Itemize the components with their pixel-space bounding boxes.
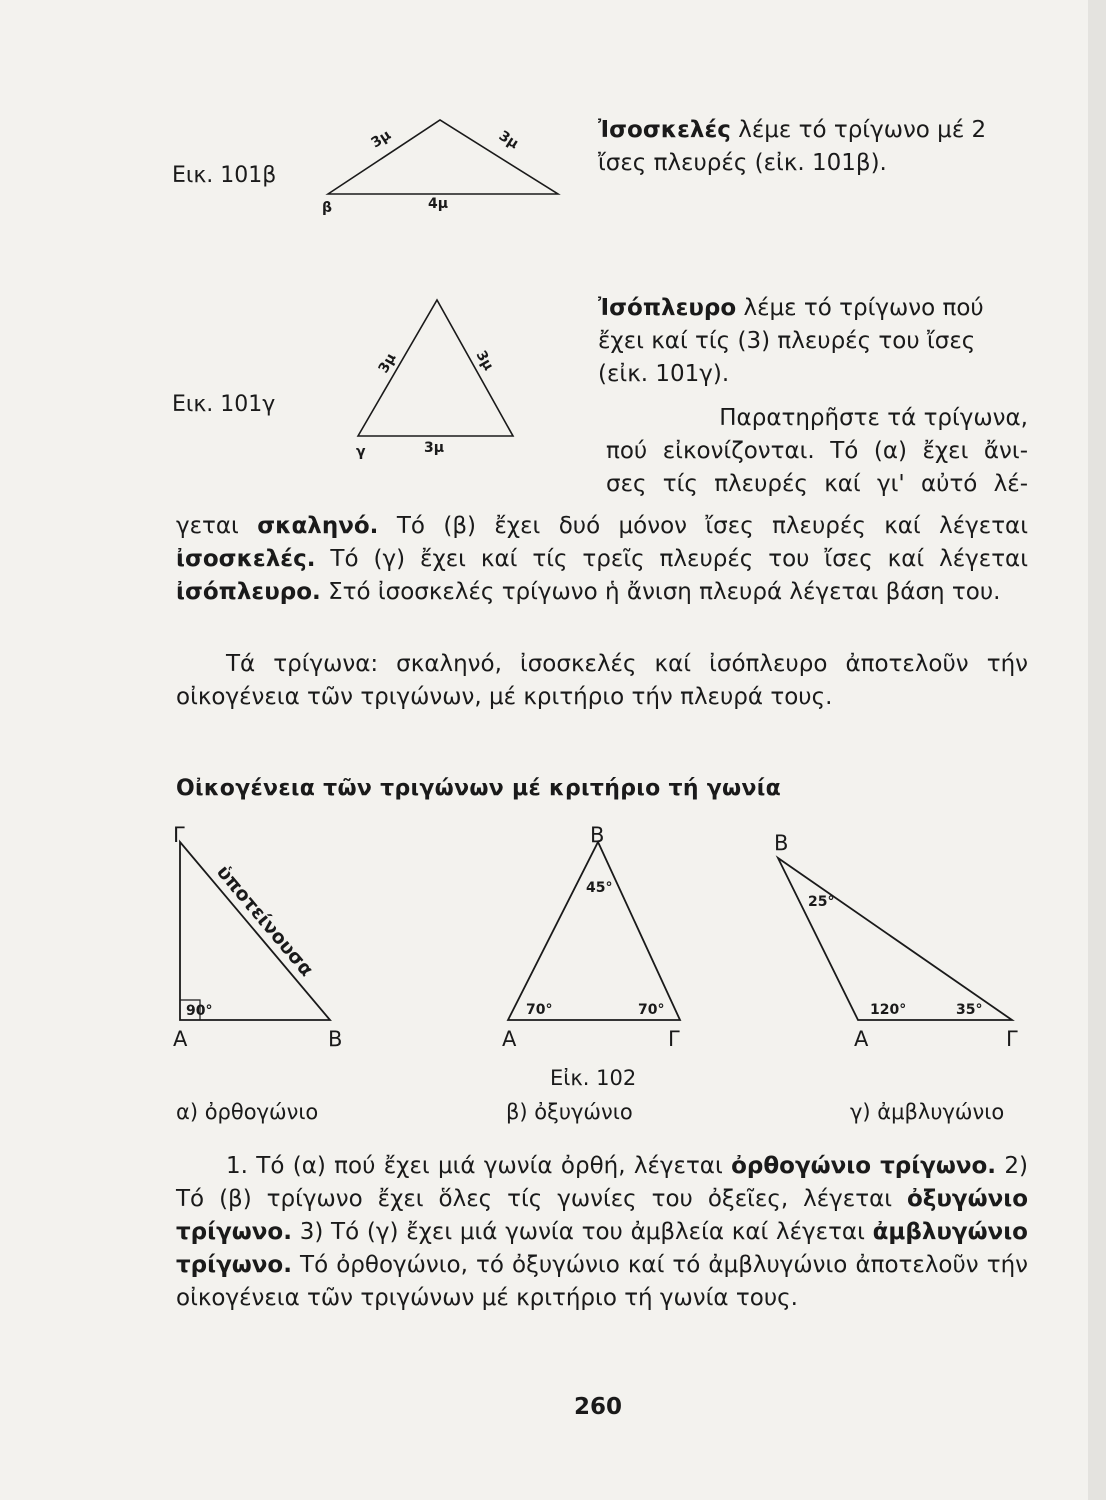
term-acute-triangle: ὀξυγώνιο τρίγωνο. xyxy=(176,1186,1028,1245)
base-label: 4μ xyxy=(428,196,449,212)
term-obtuse-triangle: ἀμβλυγώνιο τρίγωνο. xyxy=(176,1219,1028,1278)
vertex-label: β xyxy=(322,200,333,215)
isosceles-def-line2: ἴσες πλευρές (εἰκ. 101β). xyxy=(598,150,887,176)
fig-102-label: Εἰκ. 102 xyxy=(550,1066,637,1090)
acute-triangle xyxy=(502,823,680,1051)
side-left-label: 3μ xyxy=(368,127,394,152)
section-heading: Οἰκογένεια τῶν τριγώνων μέ κριτήριο τή γωνία xyxy=(176,776,782,801)
observe-line2: πού εἰκονίζονται. Τό (α) ἔχει ἄνι- xyxy=(606,438,1028,464)
fig-101b-isosceles-triangle xyxy=(310,110,580,215)
side-right-label: 3μ xyxy=(495,127,522,153)
isosceles-term: Ἰσοσκελές xyxy=(598,117,731,143)
base-label: 3μ xyxy=(424,440,445,456)
vertex-B: Β xyxy=(590,823,605,847)
angle-left: 70° xyxy=(526,1002,553,1018)
right-triangle xyxy=(173,823,342,1051)
isosceles-triangle-shape xyxy=(328,120,558,194)
fig-101g-equilateral-triangle xyxy=(340,290,530,465)
angle-right: 35° xyxy=(956,1002,983,1018)
isosceles-def-line1: λέμε τό τρίγωνο μέ 2 xyxy=(730,117,987,143)
fig-101b-label: Εικ. 101β xyxy=(172,163,277,188)
equilateral-def-line3: (εἰκ. 101γ). xyxy=(598,361,730,387)
vertex-G: Γ xyxy=(668,1027,680,1051)
hypotenuse-label: ὑποτείνουσα xyxy=(212,861,318,981)
equilateral-def-line1: λέμε τό τρίγωνο πού xyxy=(736,295,984,321)
angle-top: 25° xyxy=(808,894,835,910)
side-left-label: 3μ xyxy=(375,350,400,376)
paragraph-side-classification: γεται σκαληνό. Τό (β) ἔχει δυό μόνον ἴσες πλευρές καί λέγεται ἰσοσκελές. Τό (γ) ἔχει καί τίς τρεῖς πλευρές του ἴσες καί λέγεται ἰσόπλευρο. Στό ἰσοσκελές τρίγωνο ἡ ἄνιση πλευρά λέγεται βάση του. xyxy=(176,513,1028,605)
caption-obtuse-triangle: γ) ἀμβλυγώνιο xyxy=(850,1100,1005,1124)
equilateral-term: Ἰσόπλευρο xyxy=(598,295,737,321)
page-number: 260 xyxy=(574,1394,623,1420)
angle-mid: 120° xyxy=(870,1002,907,1018)
caption-right-triangle: α) ὀρθογώνιο xyxy=(176,1100,319,1124)
caption-acute-triangle: β) ὀξυγώνιο xyxy=(506,1100,633,1124)
vertex-A: Α xyxy=(854,1027,869,1051)
vertex-B: Β xyxy=(328,1027,343,1051)
vertex-G: Γ xyxy=(173,823,185,847)
angle-right: 70° xyxy=(638,1002,665,1018)
observe-line1: Παρατηρῆστε τά τρίγωνα, xyxy=(719,405,1028,431)
vertex-label: γ xyxy=(356,444,366,460)
vertex-A: Α xyxy=(502,1027,517,1051)
vertex-G: Γ xyxy=(1006,1027,1018,1051)
obtuse-triangle xyxy=(774,831,1018,1051)
observe-text xyxy=(606,402,1028,501)
paragraph-angle-classification: 1. Τό (α) πού ἔχει μιά γωνία ὀρθή, λέγεται ὀρθογώνιο τρίγωνο. 2) Τό (β) τρίγωνο ἔχει ὅλες τίς γωνίες του ὀξεῖες, λέγεται ὀξυγώνιο τρίγωνο. 3) Τό (γ) ἔχει μιά γωνία του ἀμβλεία καί λέγεται ἀμβλυγώνιο τρίγωνο. Τό ὀρθογώνιο, τό ὀξυγώνιο καί τό ἀμβλυγώνιο ἀποτελοῦν τήν οἰκογένεια τῶν τριγώνων μέ κριτήριο τή γωνία τους. xyxy=(176,1153,1028,1311)
term-right-triangle: ὀρθογώνιο τρίγωνο. xyxy=(731,1153,997,1179)
side-right-label: 3μ xyxy=(472,348,497,374)
fig-101g-label: Εικ. 101γ xyxy=(172,392,276,417)
vertex-A: Α xyxy=(173,1027,188,1051)
paragraph-side-family: Τά τρίγωνα: σκαληνό, ἰσοσκελές καί ἰσόπλευρο ἀποτελοῦν τήν οἰκογένεια τῶν τριγώνων, μέ κριτήριο τήν πλευρά τους. xyxy=(176,651,1028,710)
isosceles-definition xyxy=(598,114,1038,180)
term-equilateral: ἰσόπλευρο. xyxy=(176,579,321,605)
term-scalene: σκαληνό. xyxy=(257,513,379,539)
observe-line3: σες τίς πλευρές καί γι' αὐτό λέ- xyxy=(606,471,1028,497)
fig-102-triangles xyxy=(170,820,1040,1060)
page-edge-shadow xyxy=(1088,0,1106,1500)
angle-90: 90° xyxy=(186,1003,213,1019)
equilateral-def-line2: ἔχει καί τίς (3) πλευρές του ἴσες xyxy=(598,328,976,354)
term-isosceles: ἰσοσκελές. xyxy=(176,546,316,572)
angle-top: 45° xyxy=(586,880,613,896)
equilateral-definition xyxy=(598,292,1038,391)
vertex-B: Β xyxy=(774,831,789,855)
